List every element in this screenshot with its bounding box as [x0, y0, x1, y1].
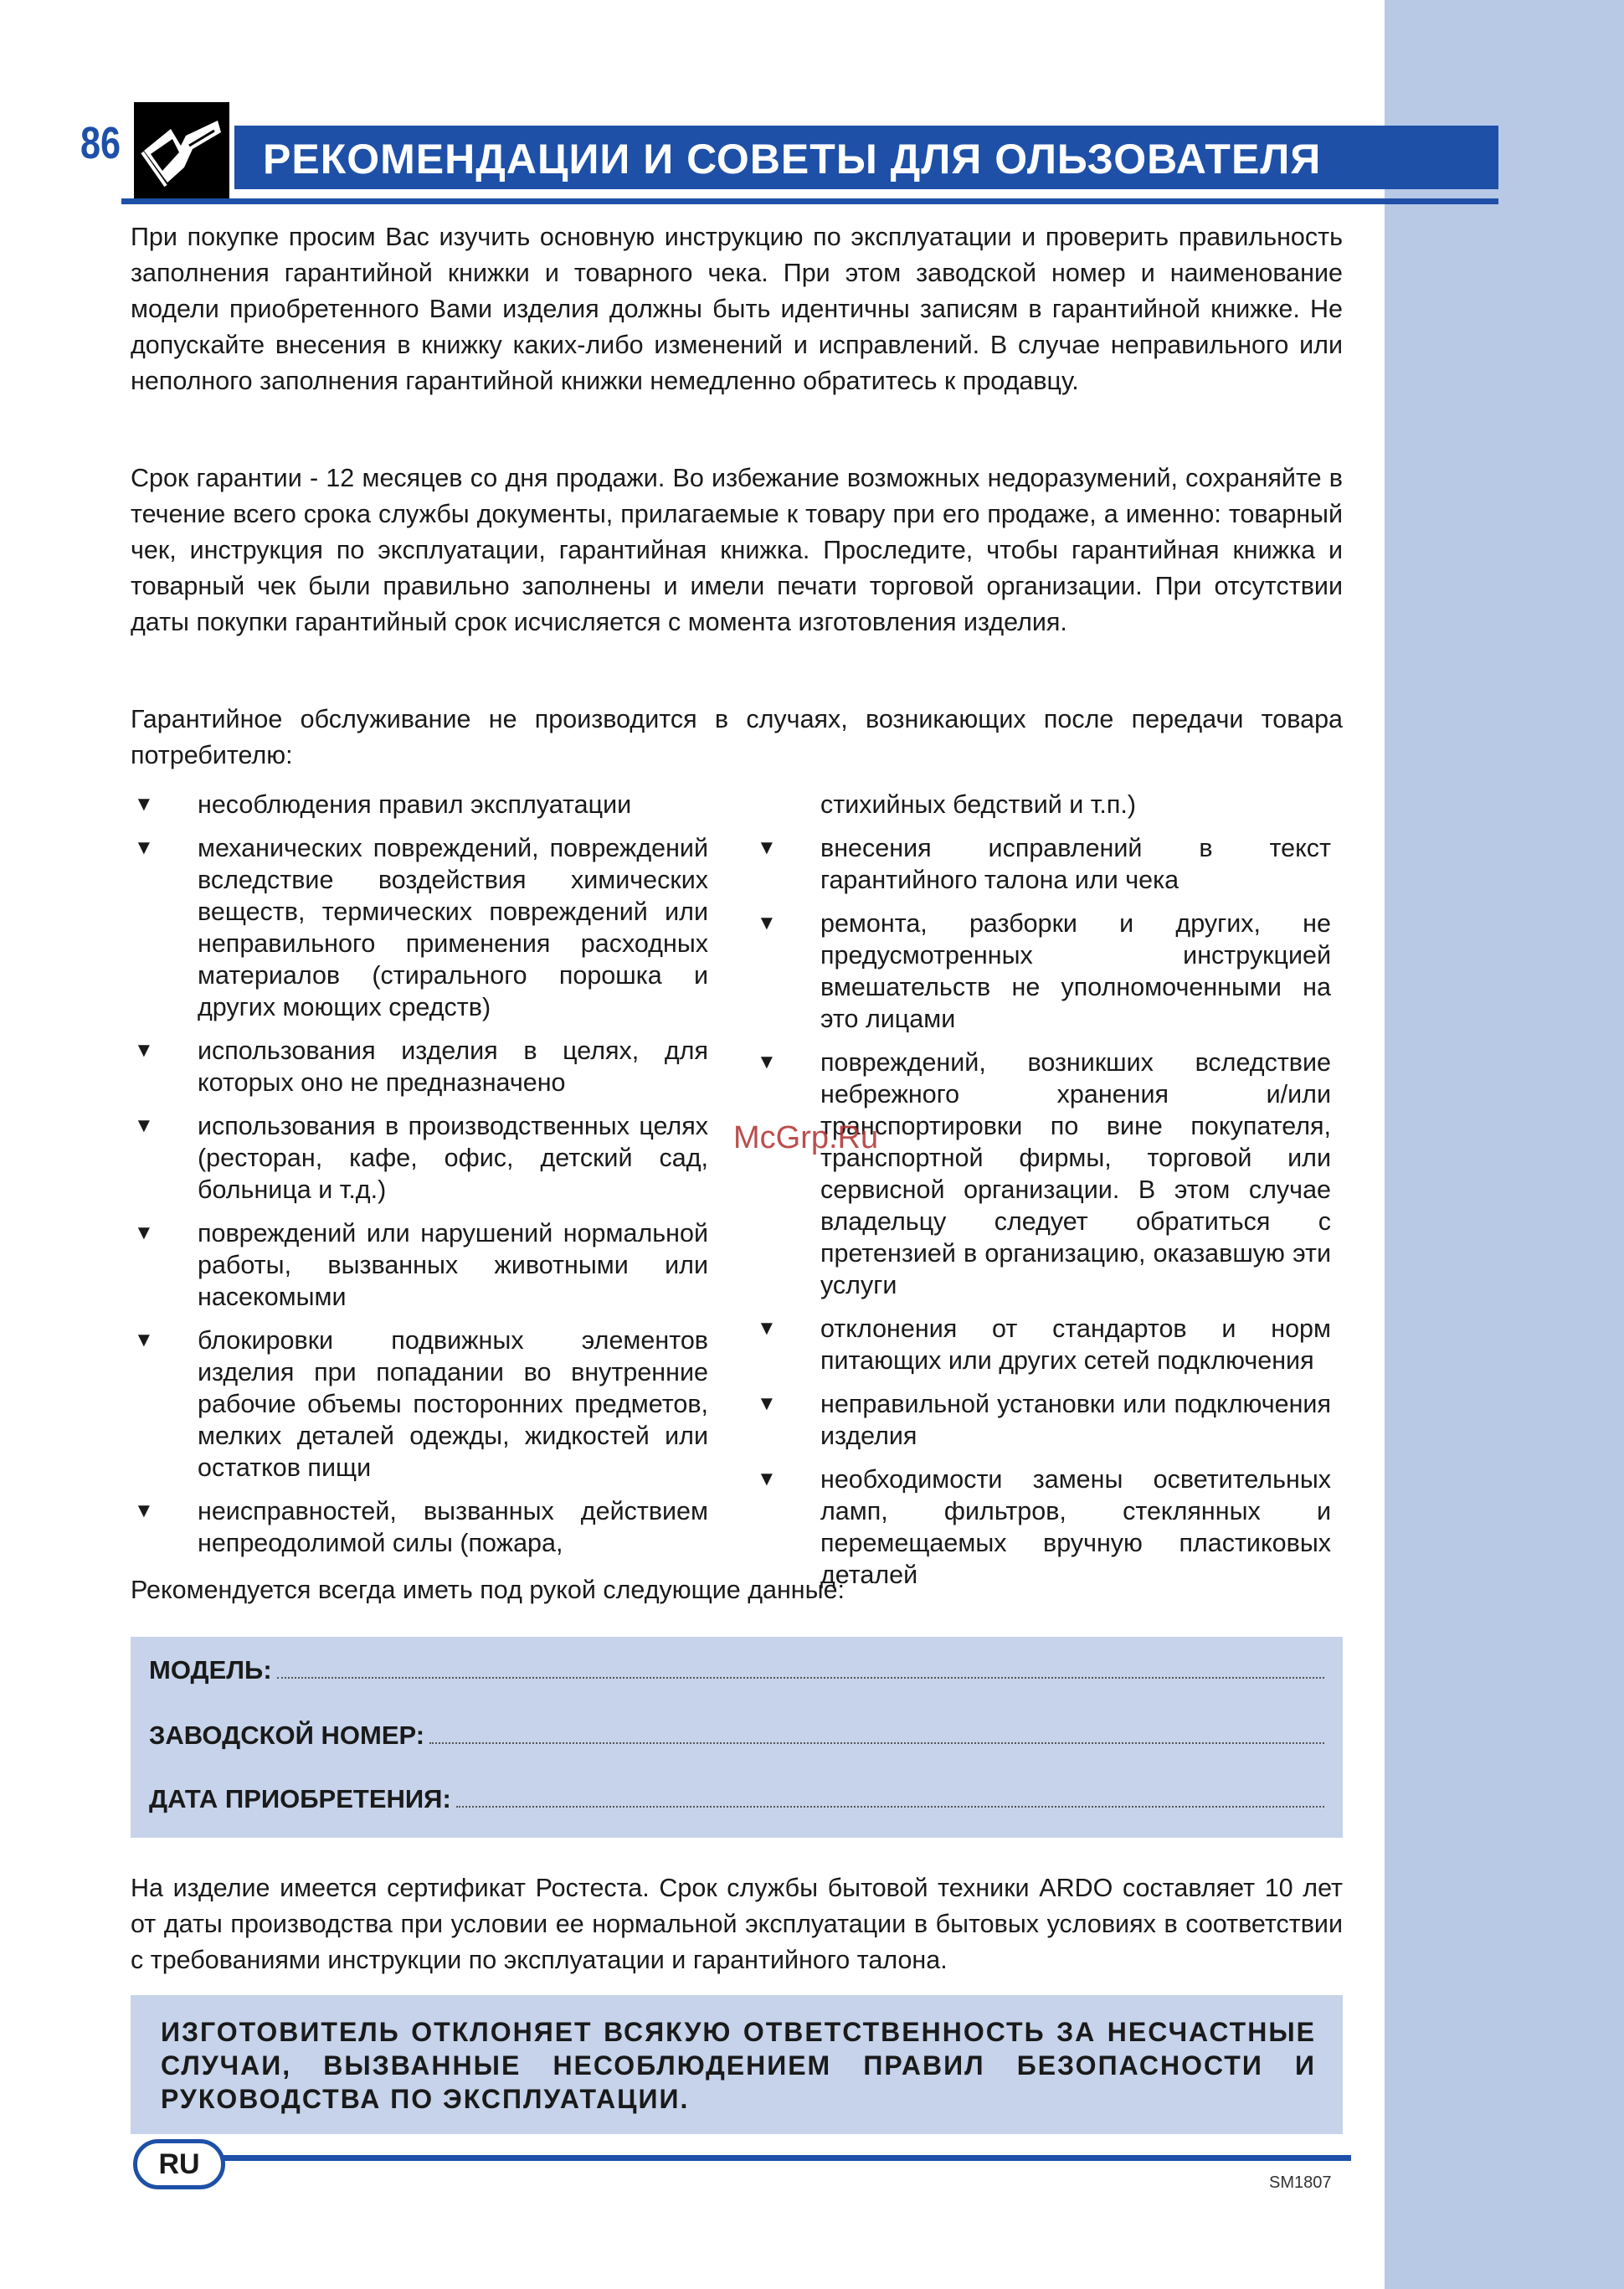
triangle-down-icon: ▼	[757, 1051, 777, 1073]
list-item: ▼ ремонта, разборки и других, не предусмотренных инструкцией вмешательств не уполномоченными на это лицами	[757, 909, 1331, 1033]
exclusions-list-right	[753, 789, 1331, 1602]
side-color-band	[1385, 0, 1624, 2289]
serial-row	[149, 1717, 1324, 1751]
serial-field[interactable]	[429, 1742, 1324, 1744]
serial-label: ЗАВОДСКОЙ НОМЕР:	[149, 1721, 425, 1750]
triangle-down-icon: ▼	[757, 1317, 777, 1340]
triangle-down-icon: ▼	[757, 1468, 777, 1490]
triangle-down-icon: ▼	[134, 793, 154, 815]
list-item: ▼ необходимости замены осветительных ламп, фильтров, стеклянных и перемещаемых вручную пластиковых деталей	[757, 1465, 1331, 1589]
list-item-continuation: стихийных бедствий и т.п.)	[820, 790, 1136, 819]
model-field[interactable]	[277, 1677, 1324, 1679]
page-number: 86	[80, 118, 121, 168]
list-item: ▼ использования изделия в целях, для которых оно не предназначено	[134, 1036, 708, 1097]
triangle-down-icon: ▼	[757, 836, 777, 859]
list-item: ▼ повреждений, возникших вследствие небрежного хранения и/или транспортировки по вине покупателя, транспортной фирмы, торговой или сервисной организации. В этом случае владельцу следует обратиться с претензией в организацию, оказавшую эти услуги	[757, 1048, 1331, 1299]
triangle-down-icon: ▼	[134, 836, 154, 859]
product-data-form	[131, 1637, 1343, 1838]
exclusions-intro: Гарантийное обслуживание не производится в случаях, возникающих после передачи товара потребителю:	[131, 705, 1343, 769]
footer-line	[201, 2155, 1351, 2161]
date-row	[149, 1781, 1324, 1814]
list-item: ▼ механических повреждений, повреждений вследствие воздействия химических веществ, термических повреждений или неправильного применения расходных материалов (стирального порошка и других моющих средств)	[134, 834, 708, 1021]
model-label: МОДЕЛЬ:	[149, 1655, 272, 1685]
list-item: ▼ несоблюдения правил эксплуатации	[134, 790, 632, 819]
header-underline	[121, 198, 1498, 204]
warning-box	[131, 1995, 1343, 2134]
list-item: ▼ использования в производственных целях (ресторан, кафе, офис, детский сад, больница и т.д.)	[134, 1112, 708, 1204]
triangle-down-icon: ▼	[757, 912, 777, 934]
date-label: ДАТА ПРИОБРЕТЕНИЯ:	[149, 1784, 451, 1813]
list-item: ▼ отклонения от стандартов и норм питающих или других сетей подключения	[757, 1314, 1331, 1375]
list-item: ▼ неисправностей, вызванных действием непреодолимой силы (пожара,	[134, 1497, 708, 1557]
warranty-paragraph: Срок гарантии - 12 месяцев со дня продажи. Во избежание возможных недоразумений, сохраняйте в течение всего срока службы документы, прилагаемые к товару при его продаже, а именно: товарный чек, инструкция по эксплуатации, гарантийная книжка. Проследите, чтобы гарантийная книжка и товарный чек были правильно заполнены и имели печати торговой организации. При отсутствии даты покупки гарантийный срок исчисляется с момента изготовления изделия.	[131, 464, 1343, 636]
triangle-down-icon: ▼	[757, 1392, 777, 1415]
model-row	[149, 1652, 1324, 1685]
list-item: ▼ блокировки подвижных элементов изделия при попадании во внутренние рабочие объемы посторонних предметов, мелких деталей одежды, жидкостей или остатков пищи	[134, 1326, 708, 1482]
triangle-down-icon: ▼	[134, 1329, 154, 1351]
list-item: ▼ внесения исправлений в текст гарантийного талона или чека	[757, 834, 1331, 894]
list-item: ▼ неправильной установки или подключения изделия	[757, 1390, 1331, 1450]
document-code: SM1807	[1269, 2173, 1332, 2192]
triangle-down-icon: ▼	[134, 1114, 154, 1137]
page-title: РЕКОМЕНДАЦИИ И СОВЕТЫ ДЛЯ ОЛЬЗОВАТЕЛЯ	[263, 136, 1322, 183]
triangle-down-icon: ▼	[134, 1499, 154, 1522]
triangle-down-icon: ▼	[134, 1222, 154, 1244]
date-field[interactable]	[456, 1806, 1324, 1808]
list-item: ▼ повреждений или нарушений нормальной работы, вызванных животными или насекомыми	[134, 1219, 708, 1311]
warning-text: ИЗГОТОВИТЕЛЬ ОТКЛОНЯЕТ ВСЯКУЮ ОТВЕТСТВЕННОСТЬ ЗА НЕСЧАСТНЫЕ СЛУЧАИ, ВЫЗВАННЫЕ НЕСОБЛЮДЕНИЕМ ПРАВИЛ БЕЗОПАСНОСТИ И РУКОВОДСТВА ПО ЭКСПЛУАТАЦИИ.	[161, 2017, 1316, 2114]
watermark: McGrp.Ru	[733, 1120, 879, 1155]
intro-paragraph: При покупке просим Вас изучить основную инструкцию по эксплуатации и проверить правильность заполнения гарантийной книжки и товарного чека. При этом заводской номер и наименование модели приобретенного Вами изделия должны быть идентичны записям в гарантийной книжке. Не допускайте внесения в книжку каких-либо изменений и исправлений. В случае неправильного или неполного заполнения гарантийной книжки немедленно обратитесь к продавцу.	[131, 223, 1343, 395]
open-book-icon	[134, 102, 229, 199]
recommend-text: Рекомендуется всегда иметь под рукой следующие данные:	[131, 1576, 845, 1604]
certificate-paragraph: На изделие имеется сертификат Ростеста. Срок службы бытовой техники ARDO составляет 10 лет от даты производства при условии ее нормальной эксплуатации в бытовых условиях в соответствии с требованиями инструкции по эксплуатации и гарантийного талона.	[131, 1874, 1343, 1974]
exclusions-list-left	[131, 789, 708, 1571]
triangle-down-icon: ▼	[134, 1039, 154, 1062]
language-badge: RU	[133, 2139, 225, 2189]
